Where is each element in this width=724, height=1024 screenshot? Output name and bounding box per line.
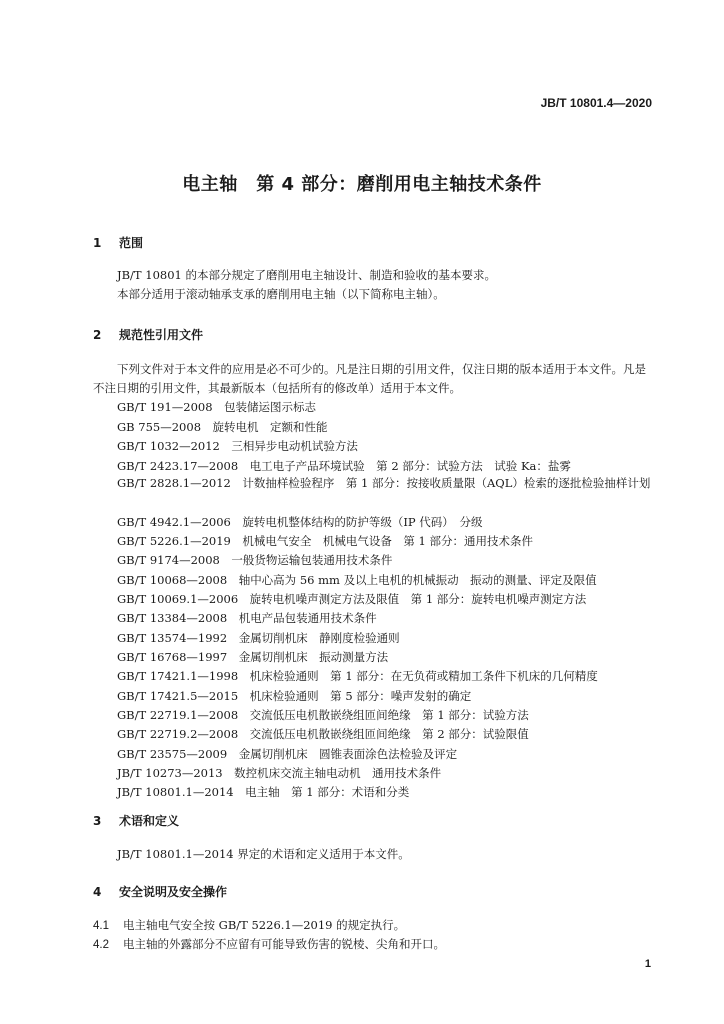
section-title: 术语和定义 <box>119 814 180 828</box>
reference-item: GB/T 17421.1—1998 机床检验通则 第 1 部分：在无负荷或精加工条件下机床的几何精度 <box>117 669 598 683</box>
section-2-heading <box>93 326 203 343</box>
section-3-heading <box>93 812 179 829</box>
section-number: 2 <box>93 328 102 342</box>
clause-text: 电主轴电气安全按 GB/T 5226.1—2019 的规定执行。 <box>123 918 406 932</box>
section-2-intro: 下列文件对于本文件的应用是必不可少的。凡是注日期的引用文件，仅注日期的版本适用于本文件。凡是不注日期的引用文件，其最新版本（包括所有的修改单）适用于本文件。 <box>93 362 646 395</box>
reference-item: GB/T 10068—2008 轴中心高为 56 mm 及以上电机的机械振动 振动的测量、评定及限值 <box>117 573 597 587</box>
section-number: 1 <box>93 236 102 250</box>
document-title: 电主轴 第 4 部分：磨削用电主轴技术条件 <box>182 174 542 195</box>
reference-item: GB/T 22719.2—2008 交流低压电机散嵌绕组匝间绝缘 第 2 部分：试验限值 <box>117 727 529 741</box>
reference-item: GB/T 17421.5—2015 机床检验通则 第 5 部分：噪声发射的确定 <box>117 689 472 703</box>
reference-item: JB/T 10801.1—2014 电主轴 第 1 部分：术语和分类 <box>117 785 410 799</box>
reference-item: GB 755—2008 旋转电机 定额和性能 <box>117 420 328 434</box>
reference-item: JB/T 10273—2013 数控机床交流主轴电动机 通用技术条件 <box>117 766 442 780</box>
reference-item: GB/T 2828.1—2012 计数抽样检验程序 第 1 部分：按接收质量限（AQL）检索的逐批检验抽样计划 <box>117 476 651 490</box>
reference-item: GB/T 10069.1—2006 旋转电机噪声测定方法及限值 第 1 部分：旋转电机噪声测定方法 <box>117 592 587 606</box>
section-1-para-1: JB/T 10801 的本部分规定了磨削用电主轴设计、制造和验收的基本要求。 <box>117 268 496 282</box>
reference-item: GB/T 9174—2008 一般货物运输包装通用技术条件 <box>117 553 393 567</box>
page-number: 1 <box>644 958 651 970</box>
section-4-heading <box>93 883 227 900</box>
section-3-para: JB/T 10801.1—2014 界定的术语和定义适用于本文件。 <box>117 847 410 861</box>
reference-item: GB/T 13574—1992 金属切削机床 静刚度检验通则 <box>117 631 400 645</box>
reference-item: GB/T 2423.17—2008 电工电子产品环境试验 第 2 部分：试验方法 试验 Ka：盐雾 <box>117 459 571 473</box>
reference-item: GB/T 4942.1—2006 旋转电机整体结构的防护等级（IP 代码） 分级 <box>117 515 483 529</box>
reference-item: GB/T 5226.1—2019 机械电气安全 机械电气设备 第 1 部分：通用技术条件 <box>117 534 533 548</box>
clause-4-1 <box>93 917 405 933</box>
reference-item: GB/T 13384—2008 机电产品包装通用技术条件 <box>117 611 377 625</box>
reference-item: GB/T 1032—2012 三相异步电动机试验方法 <box>117 439 358 453</box>
reference-item: GB/T 23575—2009 金属切削机床 圆锥表面涂色法检验及评定 <box>117 747 458 761</box>
section-number: 3 <box>93 814 102 828</box>
clause-text: 电主轴的外露部分不应留有可能导致伤害的锐棱、尖角和开口。 <box>123 937 445 951</box>
clause-4-2 <box>93 936 445 952</box>
section-title: 范围 <box>119 236 144 250</box>
section-title: 规范性引用文件 <box>119 328 204 342</box>
clause-number: 4.1 <box>93 920 109 932</box>
clause-number: 4.2 <box>93 939 109 951</box>
reference-item: GB/T 16768—1997 金属切削机床 振动测量方法 <box>117 650 389 664</box>
reference-item: GB/T 22719.1—2008 交流低压电机散嵌绕组匝间绝缘 第 1 部分：试验方法 <box>117 708 529 722</box>
reference-item: GB/T 191—2008 包装储运图示标志 <box>117 400 317 414</box>
section-title: 安全说明及安全操作 <box>119 885 228 899</box>
section-1-heading <box>93 234 143 251</box>
section-number: 4 <box>93 885 102 899</box>
section-1-para-2: 本部分适用于滚动轴承支承的磨削用电主轴（以下简称电主轴）。 <box>117 287 445 301</box>
standard-code: JB/T 10801.4—2020 <box>540 96 652 110</box>
